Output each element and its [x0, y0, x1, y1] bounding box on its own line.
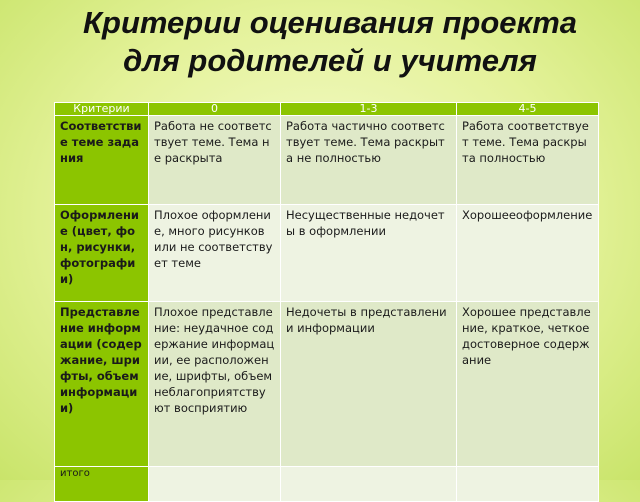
table-cell: Недочеты в представлении информации	[281, 302, 457, 467]
table-cell: Работа соответствует теме. Тема раскрыта полностью	[457, 116, 599, 205]
table-header-row	[55, 103, 599, 116]
page-title: Критерии оценивания проекта для родителей и учителя	[82, 5, 578, 78]
header-score-4-5: 4-5	[457, 103, 599, 116]
table-cell: Работа частично соответствует теме. Тема раскрыта не полностью	[281, 116, 457, 205]
table-cell: Хорошееоформление	[457, 205, 599, 302]
criteria-table	[54, 102, 599, 502]
table-cell: Хорошее представление, краткое, четкое достоверное содержание	[457, 302, 599, 467]
header-score-1-3: 1-3	[281, 103, 457, 116]
table-row	[55, 205, 599, 302]
table-cell: Работа не соответствует теме. Тема не раскрыта	[149, 116, 281, 205]
table-row	[55, 116, 599, 205]
table-cell: Плохое оформление, много рисунков или не соответствует теме	[149, 205, 281, 302]
header-criteria: Критерии	[55, 103, 149, 116]
table-cell	[457, 467, 599, 502]
table-row	[55, 302, 599, 467]
criterion-label: Оформление (цвет, фон, рисунки, фотографии)	[55, 205, 149, 302]
criterion-label: Соответствие теме задания	[55, 116, 149, 205]
total-label: итого	[55, 467, 149, 502]
table-cell: Несущественные недочеты в оформлении	[281, 205, 457, 302]
criterion-label: Представление информации (содержание, шрифты, объем информации)	[55, 302, 149, 467]
table-cell	[149, 467, 281, 502]
table-cell: Плохое представление: неудачное содержание информации, ее расположение, шрифты, объем неблагоприятствуют восприятию	[149, 302, 281, 467]
header-score-0: 0	[149, 103, 281, 116]
table-cell	[281, 467, 457, 502]
table-row-total	[55, 467, 599, 502]
